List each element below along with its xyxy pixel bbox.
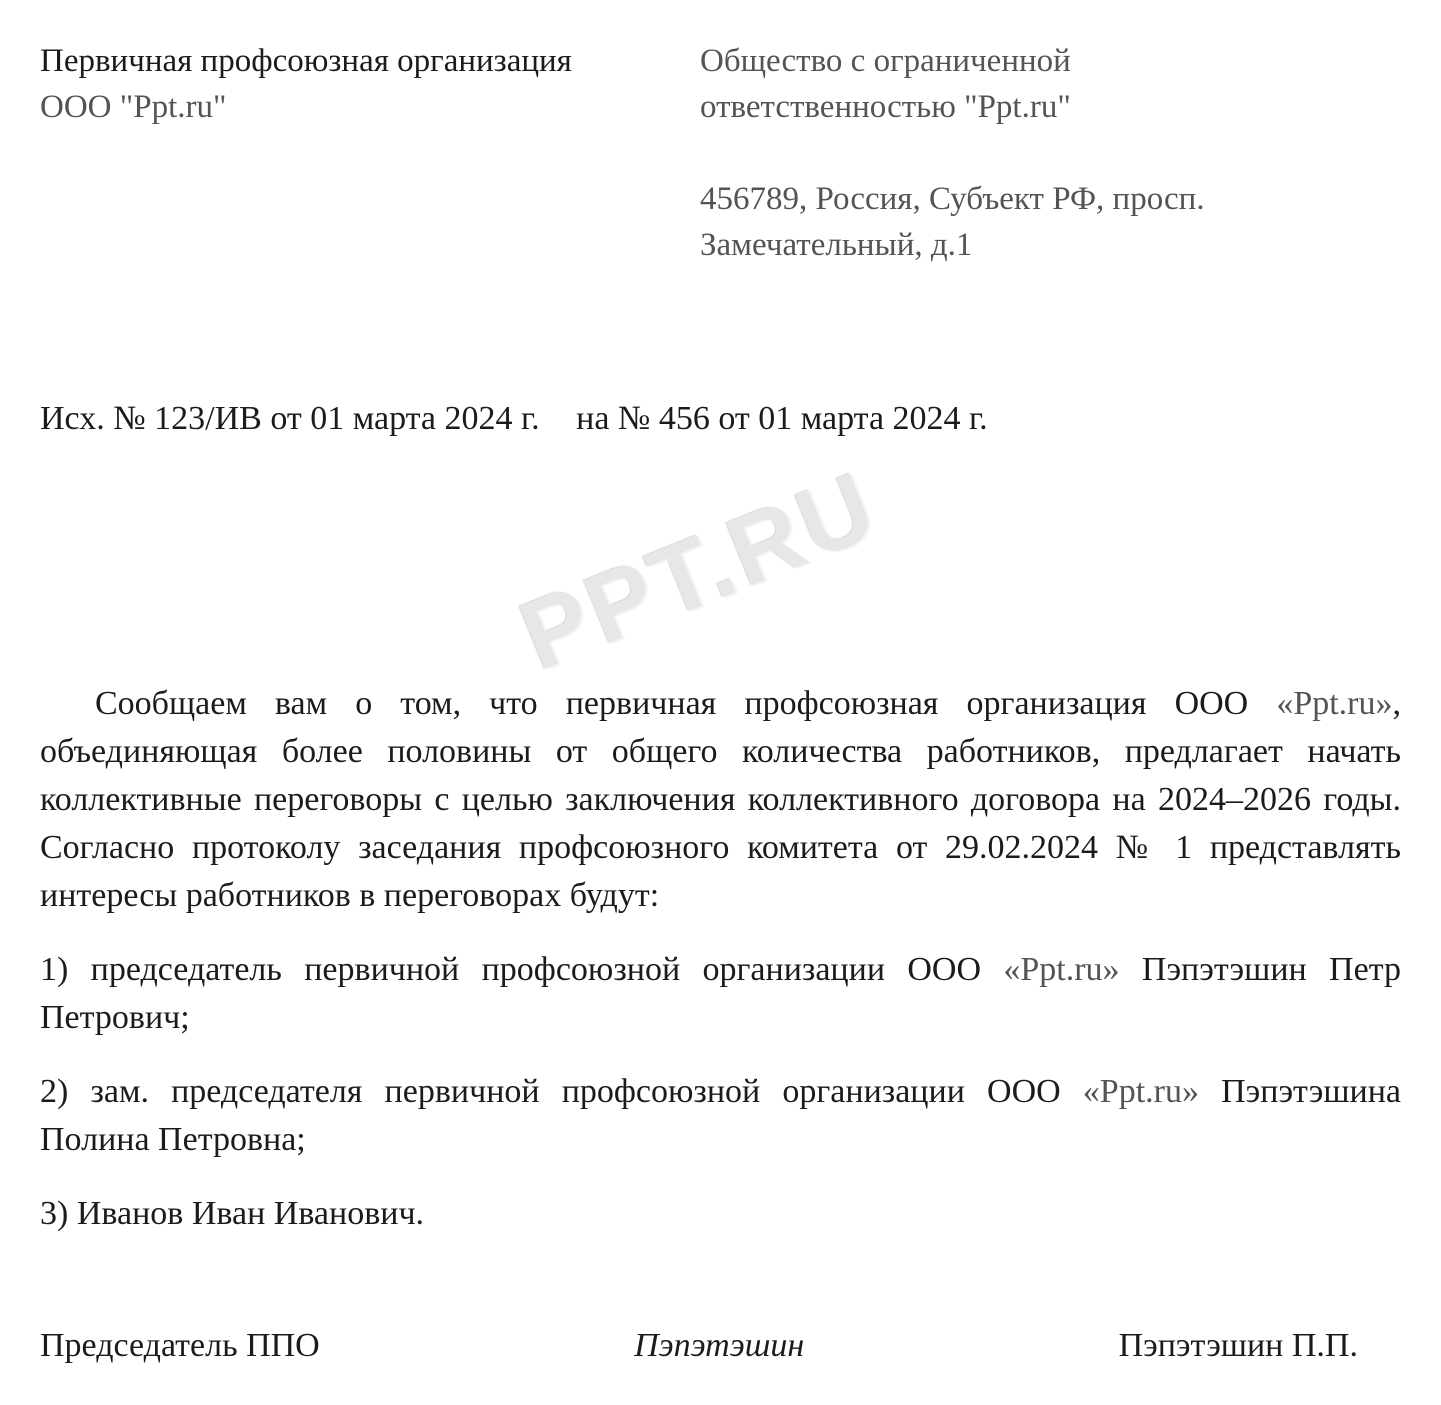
recipient-address: [700, 176, 1420, 268]
signer-position: Председатель ППО: [40, 1327, 320, 1364]
sender-org-line2: ООО "Ppt.ru": [40, 89, 227, 125]
recipient-address-line2: Замечательный, д.1: [700, 227, 973, 263]
brand-name: «Ppt.ru»: [1276, 685, 1393, 722]
incoming-ref: на № 456 от 01 марта 2024 г.: [576, 400, 988, 437]
representative-item-3: [40, 1190, 1401, 1238]
recipient-address-line1: 456789, Россия, Субъект РФ, просп.: [700, 181, 1205, 217]
reference-line: [40, 400, 988, 438]
signer-name: Пэпэтэшин П.П.: [1118, 1327, 1358, 1364]
recipient-org-line2: ответственностью "Ppt.ru": [700, 89, 1071, 125]
intro-seg2: , объединяющая более половины от общего количества работников, предлагает начать коллективные переговоры с целью заключения коллективного договора на 2024–2026 годы. Согласно протоколу заседания профсоюзного комитета от 29.02.2024 № 1 представлять интересы работников в переговорах будут:: [40, 685, 1401, 914]
item3-seg1: 3) Иванов Иван Иванович.: [40, 1195, 425, 1232]
signature-row: [40, 1322, 1358, 1370]
item1-seg1: 1) председатель первичной профсоюзной организации ООО: [40, 951, 1004, 988]
watermark-text: PPT.RU: [505, 449, 892, 691]
item2-seg1: 2) зам. председателя первичной профсоюзной организации ООО: [40, 1073, 1083, 1110]
item2-seg2: Пэпэтэшина Полина Петровна;: [40, 1073, 1401, 1158]
representative-item-2: [40, 1068, 1401, 1164]
brand-name: «Ppt.ru»: [1082, 1073, 1199, 1110]
item1-seg2: Пэпэтэшин Петр Петрович;: [40, 951, 1401, 1036]
signature: Пэпэтэшин: [634, 1327, 805, 1364]
recipient-org-line1: Общество с ограниченной: [700, 43, 1071, 79]
intro-seg1: Сообщаем вам о том, что первичная профсоюзная организация ООО: [95, 685, 1277, 722]
outgoing-ref: Исх. № 123/ИВ от 01 марта 2024 г.: [40, 400, 540, 437]
letter-body: [40, 680, 1401, 1238]
brand-name: «Ppt.ru»: [1003, 951, 1120, 988]
representative-item-1: [40, 946, 1401, 1042]
recipient-block: [700, 38, 1420, 268]
sender-org-line1: Первичная профсоюзная организация: [40, 43, 572, 79]
intro-paragraph: [40, 680, 1401, 920]
sender-block: [40, 38, 700, 130]
